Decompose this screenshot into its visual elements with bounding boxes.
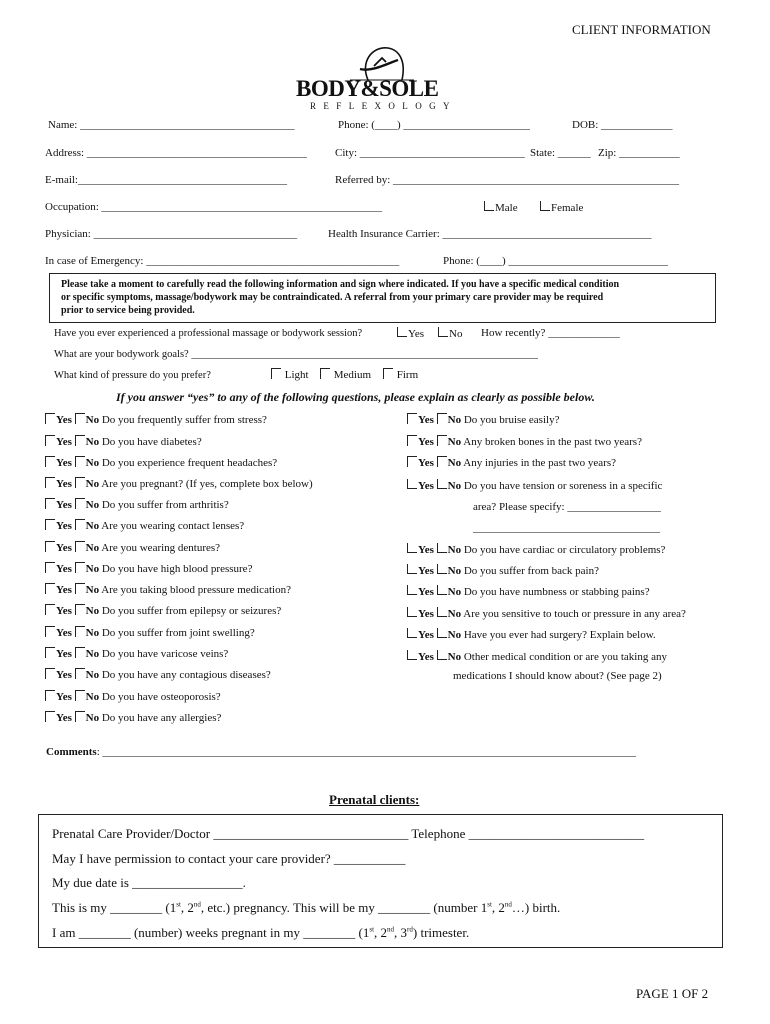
left-question-row (45, 583, 291, 596)
right-question-row (407, 564, 599, 577)
name-field[interactable]: Name: _______________________________________ (48, 119, 295, 131)
right-question-row (407, 650, 667, 663)
no-checkbox[interactable] (75, 477, 85, 488)
right-question-row (407, 585, 650, 598)
medium-checkbox[interactable] (320, 368, 330, 379)
due-date-field[interactable]: My due date is _________________. (52, 875, 246, 890)
right-question-row (407, 479, 662, 492)
no-label: No (85, 669, 100, 681)
logo-wordmark: BODY&SOLE (296, 76, 439, 101)
question-text: Do you suffer from arthritis? (101, 499, 229, 511)
question-text: Have you ever had surgery? Explain below. (463, 629, 656, 641)
email-field[interactable]: E-mail:______________________________________ (45, 174, 287, 186)
question-text: Do you suffer from epilepsy or seizures? (101, 605, 282, 617)
question-text: Any broken bones in the past two years? (463, 436, 642, 448)
form-title: CLIENT INFORMATION (572, 22, 711, 37)
yes-checkbox[interactable] (407, 413, 417, 424)
left-question-row (45, 690, 221, 703)
no-checkbox[interactable] (75, 711, 85, 722)
right-question-row (407, 628, 656, 641)
yes-label: Yes (418, 480, 434, 492)
no-label: No (447, 586, 462, 598)
yes-label: Yes (418, 629, 434, 641)
yes-checkbox[interactable] (407, 628, 417, 638)
yes-checkbox[interactable] (45, 690, 55, 701)
yes-label: Yes (56, 520, 72, 532)
yes-checkbox[interactable] (407, 479, 417, 489)
yes-label: Yes (418, 414, 434, 426)
no-checkbox[interactable] (437, 435, 447, 446)
yes-checkbox[interactable] (45, 711, 55, 722)
yes-checkbox[interactable] (45, 435, 55, 446)
yes-checkbox[interactable] (407, 564, 417, 574)
pressure-firm[interactable] (383, 368, 418, 381)
no-checkbox[interactable] (437, 628, 447, 638)
question-text: Are you pregnant? (If yes, complete box below) (101, 478, 313, 490)
yes-checkbox[interactable] (45, 583, 55, 594)
how-recently-field[interactable]: How recently? _____________ (481, 327, 620, 339)
left-question-row (45, 541, 220, 554)
notice-line-1: Please take a moment to carefully read the following information and sign where indicated. If you have a specific medical condition (61, 279, 620, 290)
yes-label: Yes (56, 414, 72, 426)
yes-label: Yes (56, 499, 72, 511)
yes-label: Yes (56, 691, 72, 703)
left-question-row (45, 519, 244, 532)
no-label: No (85, 499, 100, 511)
comments-field[interactable] (46, 746, 636, 758)
question-text: Do you have cardiac or circulatory problems? (463, 544, 666, 556)
light-label: Light (284, 369, 309, 381)
yes-label: Yes (418, 436, 434, 448)
yes-checkbox[interactable] (45, 456, 55, 467)
question-text: Do you bruise easily? (463, 414, 560, 426)
yes-checkbox[interactable] (45, 626, 55, 637)
right-question-row (407, 413, 559, 426)
left-question-row (45, 604, 281, 617)
yes-checkbox[interactable] (45, 604, 55, 615)
yes-checkbox[interactable] (45, 647, 55, 658)
female-label: Female (551, 202, 584, 214)
no-label: No (85, 414, 100, 426)
yes-checkbox[interactable] (407, 585, 417, 595)
male-checkbox[interactable] (484, 201, 494, 211)
left-question-row (45, 477, 313, 490)
no-checkbox[interactable] (75, 456, 85, 467)
no-label: No (447, 436, 462, 448)
city-field[interactable]: City: ______________________________ (335, 147, 525, 159)
left-question-row (45, 413, 267, 426)
bodywork-goals-field[interactable]: What are your bodywork goals? __________________________________________________________________ (54, 349, 538, 360)
question-text: Do you suffer from joint swelling? (101, 627, 255, 639)
company-logo (290, 44, 470, 114)
no-checkbox[interactable] (75, 519, 85, 530)
question-text: Do you have diabetes? (101, 436, 202, 448)
question-text: Do you have any allergies? (101, 712, 222, 724)
yes-checkbox[interactable] (407, 650, 417, 660)
yes-label: Yes (418, 608, 434, 620)
insurance-field[interactable]: Health Insurance Carrier: ______________________________________ (328, 228, 652, 240)
yes-label: Yes (56, 436, 72, 448)
prenatal-provider-field[interactable]: Prenatal Care Provider/Doctor ______________________________ Telephone ___________________________ (52, 826, 645, 841)
question-text: Do you frequently suffer from stress? (101, 414, 267, 426)
pressure-medium[interactable] (320, 368, 371, 381)
no-label: No (85, 478, 100, 490)
no-label: No (85, 542, 100, 554)
weeks-pregnant-field[interactable]: I am ________ (number) weeks pregnant in my ________ (1st, 2nd, 3rd) trimester. (52, 925, 470, 940)
no-checkbox[interactable] (437, 564, 447, 574)
yes-label: Yes (56, 457, 72, 469)
no-checkbox[interactable] (75, 498, 85, 509)
no-label: No (85, 584, 100, 596)
yes-label: Yes (408, 328, 425, 340)
no-label: No (85, 605, 100, 617)
question-text: Do you have high blood pressure? (101, 563, 253, 575)
phone-field[interactable]: Phone: (____) _______________________ (338, 119, 530, 131)
experience-question: Have you ever experienced a professional massage or bodywork session? (54, 328, 363, 339)
experience-no[interactable] (438, 327, 462, 340)
no-checkbox[interactable] (75, 647, 85, 658)
right-question-row (407, 607, 686, 620)
no-label: No (85, 712, 100, 724)
question-text: Other medical condition or are you taking any (463, 651, 667, 663)
no-label: No (85, 691, 100, 703)
no-checkbox[interactable] (75, 668, 85, 679)
no-checkbox[interactable] (75, 604, 85, 615)
logo-subtitle: REFLEXOLOGY (310, 101, 457, 111)
no-checkbox[interactable] (437, 543, 447, 553)
no-checkbox[interactable] (75, 583, 85, 594)
male-option[interactable] (484, 201, 518, 214)
area-specify-field[interactable]: area? Please specify: _________________ (473, 501, 661, 513)
yes-checkbox[interactable] (45, 498, 55, 509)
female-option[interactable] (540, 201, 583, 214)
question-text: Do you have osteoporosis? (101, 691, 221, 703)
no-label: No (85, 627, 100, 639)
yes-checkbox[interactable] (407, 543, 417, 553)
yes-label: Yes (56, 712, 72, 724)
no-checkbox[interactable] (437, 607, 447, 617)
question-text: Any injuries in the past two years? (463, 457, 616, 469)
firm-checkbox[interactable] (383, 368, 393, 379)
no-label: No (447, 608, 462, 620)
comments-line[interactable]: : _________________________________________________________________________________________________ (96, 746, 637, 758)
no-label: No (447, 651, 462, 663)
yes-checkbox[interactable] (45, 519, 55, 530)
question-text: Do you have varicose veins? (101, 648, 229, 660)
no-label: No (449, 328, 463, 340)
no-checkbox[interactable] (437, 479, 447, 489)
yes-checkbox[interactable] (407, 456, 417, 467)
no-label: No (447, 457, 462, 469)
question-text: Are you wearing dentures? (101, 542, 221, 554)
yes-checkbox[interactable] (45, 541, 55, 552)
dob-field[interactable]: DOB: _____________ (572, 119, 673, 131)
yes-label: Yes (418, 586, 434, 598)
yes-checkbox[interactable] (45, 562, 55, 573)
yes-label: Yes (56, 648, 72, 660)
yes-checkbox[interactable] (45, 413, 55, 424)
emergency-contact-field[interactable]: In case of Emergency: ______________________________________________ (45, 255, 400, 267)
experience-yes-checkbox[interactable] (397, 327, 407, 337)
no-checkbox[interactable] (75, 541, 85, 552)
no-label: No (85, 457, 100, 469)
no-checkbox[interactable] (75, 562, 85, 573)
emergency-phone-field[interactable]: Phone: (____) _____________________________ (443, 255, 668, 267)
question-text: Are you wearing contact lenses? (101, 520, 245, 532)
question-text: Do you have any contagious diseases? (101, 669, 271, 681)
no-label: No (447, 544, 462, 556)
prenatal-heading: Prenatal clients: (329, 792, 420, 807)
question-text: Do you have tension or soreness in a specific (463, 480, 663, 492)
yes-label: Yes (56, 563, 72, 575)
no-checkbox[interactable] (75, 690, 85, 701)
yes-label: Yes (418, 565, 434, 577)
left-question-row (45, 647, 228, 660)
comments-label: Comments (46, 746, 97, 758)
yes-checkbox[interactable] (407, 607, 417, 617)
question-text: Do you experience frequent headaches? (101, 457, 278, 469)
physician-field[interactable]: Physician: _____________________________________ (45, 228, 298, 240)
light-checkbox[interactable] (271, 368, 281, 379)
yes-label: Yes (56, 627, 72, 639)
notice-line-2: or specific symptoms, massage/bodywork may be contraindicated. A referral from your primary care provider may be required (61, 292, 604, 303)
pressure-light[interactable] (271, 368, 309, 381)
yes-label: Yes (418, 544, 434, 556)
yes-checkbox[interactable] (45, 668, 55, 679)
yes-label: Yes (56, 584, 72, 596)
no-label: No (447, 629, 462, 641)
no-checkbox[interactable] (437, 456, 447, 467)
state-field[interactable]: State: ______ (530, 147, 591, 159)
no-label: No (85, 648, 100, 660)
no-checkbox[interactable] (437, 413, 447, 424)
occupation-field[interactable]: Occupation: ___________________________________________________ (45, 201, 383, 213)
left-question-row (45, 435, 202, 448)
yes-label: Yes (56, 669, 72, 681)
no-label: No (447, 414, 462, 426)
no-label: No (85, 520, 100, 532)
medications-text: medications I should know about? (See page 2) (453, 670, 662, 682)
pressure-question: What kind of pressure do you prefer? (54, 370, 211, 381)
yes-label: Yes (56, 605, 72, 617)
experience-no-checkbox[interactable] (438, 327, 448, 337)
address-field[interactable]: Address: ________________________________________ (45, 147, 307, 159)
yes-label: Yes (418, 457, 434, 469)
notice-line-3: prior to service being provided. (61, 305, 195, 316)
left-question-row (45, 498, 229, 511)
firm-label: Firm (396, 369, 419, 381)
right-question-row (407, 543, 665, 556)
no-checkbox[interactable] (75, 626, 85, 637)
left-question-row (45, 626, 255, 639)
page-number: PAGE 1 OF 2 (636, 986, 709, 1001)
question-text: Do you have numbness or stabbing pains? (463, 586, 650, 598)
zip-field[interactable]: Zip: ___________ (598, 147, 680, 159)
left-question-row (45, 456, 277, 469)
no-checkbox[interactable] (75, 413, 85, 424)
instruction-text: If you answer “yes” to any of the following questions, please explain as clearly as possible below. (116, 390, 595, 404)
no-checkbox[interactable] (75, 435, 85, 446)
no-checkbox[interactable] (437, 585, 447, 595)
experience-yes[interactable] (397, 327, 424, 340)
yes-label: Yes (56, 478, 72, 490)
question-text: Do you suffer from back pain? (463, 565, 599, 577)
no-label: No (85, 563, 100, 575)
area-specify-line[interactable]: __________________________________ (473, 522, 660, 534)
medium-label: Medium (333, 369, 372, 381)
no-label: No (85, 436, 100, 448)
left-question-row (45, 562, 252, 575)
yes-label: Yes (56, 542, 72, 554)
referred-by-field[interactable]: Referred by: ____________________________________________________ (335, 174, 680, 186)
right-question-row (407, 456, 616, 469)
yes-checkbox[interactable] (407, 435, 417, 446)
yes-label: Yes (418, 651, 434, 663)
male-label: Male (495, 202, 518, 214)
question-text: Are you sensitive to touch or pressure in any area? (463, 608, 686, 620)
left-question-row (45, 711, 221, 724)
left-question-row (45, 668, 271, 681)
pregnancy-count-field[interactable]: This is my ________ (1st, 2nd, etc.) pregnancy. This will be my ________ (number 1st, 2nd…) birth. (52, 900, 561, 915)
yes-checkbox[interactable] (45, 477, 55, 488)
no-checkbox[interactable] (437, 650, 447, 660)
right-question-row (407, 435, 642, 448)
no-label: No (447, 565, 462, 577)
no-label: No (447, 480, 462, 492)
female-checkbox[interactable] (540, 201, 550, 211)
prenatal-permission-field[interactable]: May I have permission to contact your care provider? ___________ (52, 851, 406, 866)
question-text: Are you taking blood pressure medication? (101, 584, 291, 596)
